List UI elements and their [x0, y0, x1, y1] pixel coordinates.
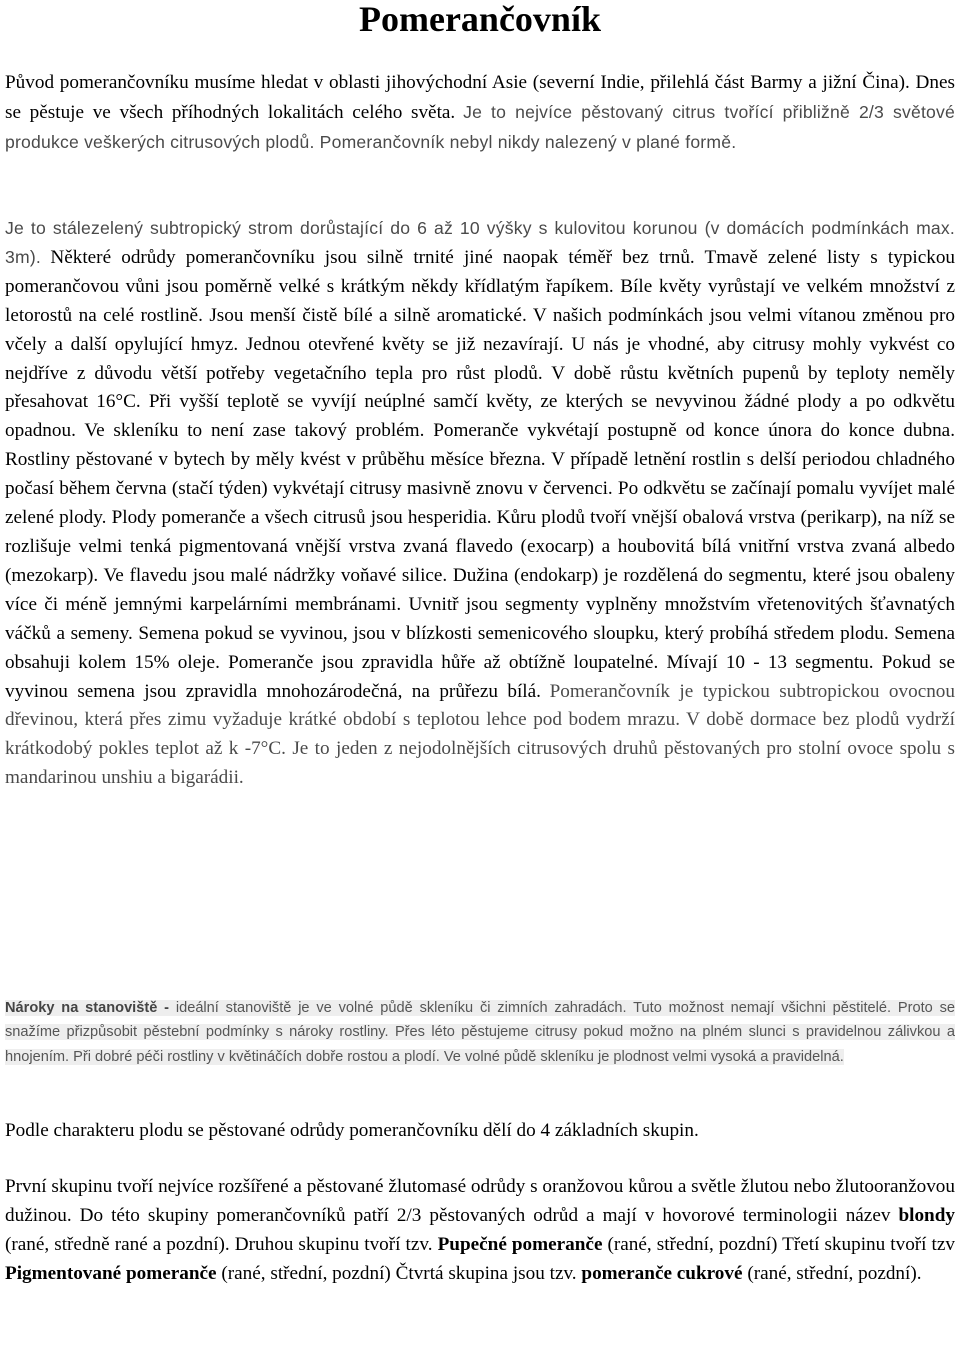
origin-text-citrus: Je to nejvíce pěstovaný citrus tvořící přibližně 2/3 světové produkce veškerých citrusových plodů. Pomerančovník nebyl nikdy nalezený v plané formě. — [5, 101, 956, 152]
description-tree: Je to stálezelený subtropický strom dorůstající do 6 až 10 výšky s kulovitou korunou (v domácích podmínkách max. 3m). — [5, 218, 955, 267]
groups-text-c: (rané, středně rané a pozdní). Druhou skupinu tvoří tzv. — [5, 1233, 438, 1255]
requirements-label: Nároky na stanoviště - — [5, 1000, 170, 1016]
group-pupecne: Pupečné pomeranče — [437, 1233, 603, 1255]
groups-intro-text: Podle charakteru plodu se pěstované odrůdy pomerančovníku dělí do 4 základních skupin. — [5, 1120, 699, 1141]
group-cukrove: pomeranče cukrové — [581, 1262, 743, 1284]
groups-text-d: (rané, střední, pozdní) Třetí skupinu tvoří tzv — [602, 1233, 955, 1255]
paragraph-groups — [5, 1173, 955, 1289]
paragraph-groups-intro — [5, 1117, 955, 1146]
page-title: Pomerančovník — [359, 0, 601, 39]
paragraph-origin — [5, 69, 955, 157]
group-pigmentovane: Pigmentované pomeranče — [5, 1262, 217, 1284]
groups-text-e: (rané, střední, pozdní) Čtvrtá skupina jsou tzv. — [216, 1262, 582, 1284]
groups-text-a: První skupinu tvoří nejvíce rozšířené a pěstované žlutomasé odrůdy s oranžovou kůrou a světle žlutou nebo žlutooranžovou dužinou. Do této skupiny pomerančovníků patří 2/3 pěstovaných odrůd a mají v hovorové terminologii název — [5, 1176, 955, 1226]
groups-text-f: (rané, střední, pozdní). — [742, 1262, 922, 1284]
description-body: Některé odrůdy pomerančovníku jsou silně trnité jiné naopak téměř bez trnů. Tmavě zelené listy s typickou pomerančovou vůni jsou poměrně velké s krátkým někdy křídlatým řapíkem. Bíle květy vyrůstají ve velkém množství z letorostů na celé rostlině. Jsou menší čistě bílé a silně aromatické. V našich podmínkách jsou velmi vítanou změnou pro včely a další opylující hmyz. Jednou otevřené květy se již nezavírají. U nás je vhodné, aby citrusy mohly vykvést co nejdříve z důvodu větší potřeby vegetačního tepla pro růst plodů. V době růstu květních pupenů by teploty neměly přesahovat 16°C. Při vyšší teplotě se vyvíjí neúplné samčí květy, ze kterých se nevyvinou žádné plody a po odkvětu opadnou. Ve skleníku to není zase takový problém. Pomeranče vykvétají postupně od konce února do konce dubna. Rostliny pěstované v bytech by měly kvést v průběhu měsíce března. V případě letnění rostlin s delší periodou chladného počasí během června (stačí týden) vykvétají citrusy masivně znovu v červenci. Po odkvětu se začínají pomalu vyvíjet malé zelené plody. Plody pomeranče a všech citrusů jsou hesperidia. Kůru plodů tvoří vnější obalová vrstva (perikarp), na níž se rozlišuje velmi tenká pigmentovaná vnější vrstva zvaná flavedo (exocarp) a houbovitá bílá vnitřní vrstva zvaná albedo (mezokarp). Ve flavedu jsou malé nádržky voňavé silice. Dužina (endokarp) je rozdělená do segmentu, které jsou obaleny více či méně jemnými karpelárními membránami. Uvnitř jsou segmenty vyplněny množstvím vřetenovitých šťavnatých váčků a semeny. Semena pokud se vyvinou, jsou v blízkosti semenicového sloupku, který probíhá středem plodu. Semena obsahuji kolem 15% oleje. Pomeranče jsou zpravidla hůře až obtížně loupatelné. Mívají 10 - 13 segmentu. Pokud se vyvinou semena jsou zpravidla mnohozárodečná, na průřezu bílá. — [5, 246, 956, 702]
paragraph-requirements — [5, 996, 955, 1069]
description-hardiness: Pomerančovník je typickou subtropickou ovocnou dřevinou, která přes zimu vyžaduje krátké období s teplotou lehce pod bodem mrazu. V době dormace bez plodů vydrží krátkodobý pokles teplot až k -7°C. Je to jeden z nejodolnějších citrusových druhů pěstovaných pro stolní ovoce spolu s mandarinou unshiu a bigarádii. — [5, 680, 955, 789]
requirements-text: ideální stanoviště je ve volné půdě skleníku či zimních zahradách. Tuto možnost nemají všichni pěstitelé. Proto se snažíme přizpůsobit pěstební podmínky s nároky rostliny. Přes léto pěstujeme citrusy pokud možno na plném slunci s pravidelnou zálivkou a hnojením. Při dobré péči rostliny v květináčích dobře rostou a plodí. Ve volné půdě skleníku je plodnost velmi vysoká a pravidelná. — [5, 1000, 955, 1065]
group-blondy: blondy — [898, 1204, 955, 1226]
paragraph-description — [5, 214, 955, 793]
origin-text: Původ pomerančovníku musíme hledat v oblasti jihovýchodní Asie (severní Indie, přilehlá část Barmy a jižní Čina). Dnes se pěstuje ve všech příhodných lokalitách celého světa. — [5, 72, 955, 123]
